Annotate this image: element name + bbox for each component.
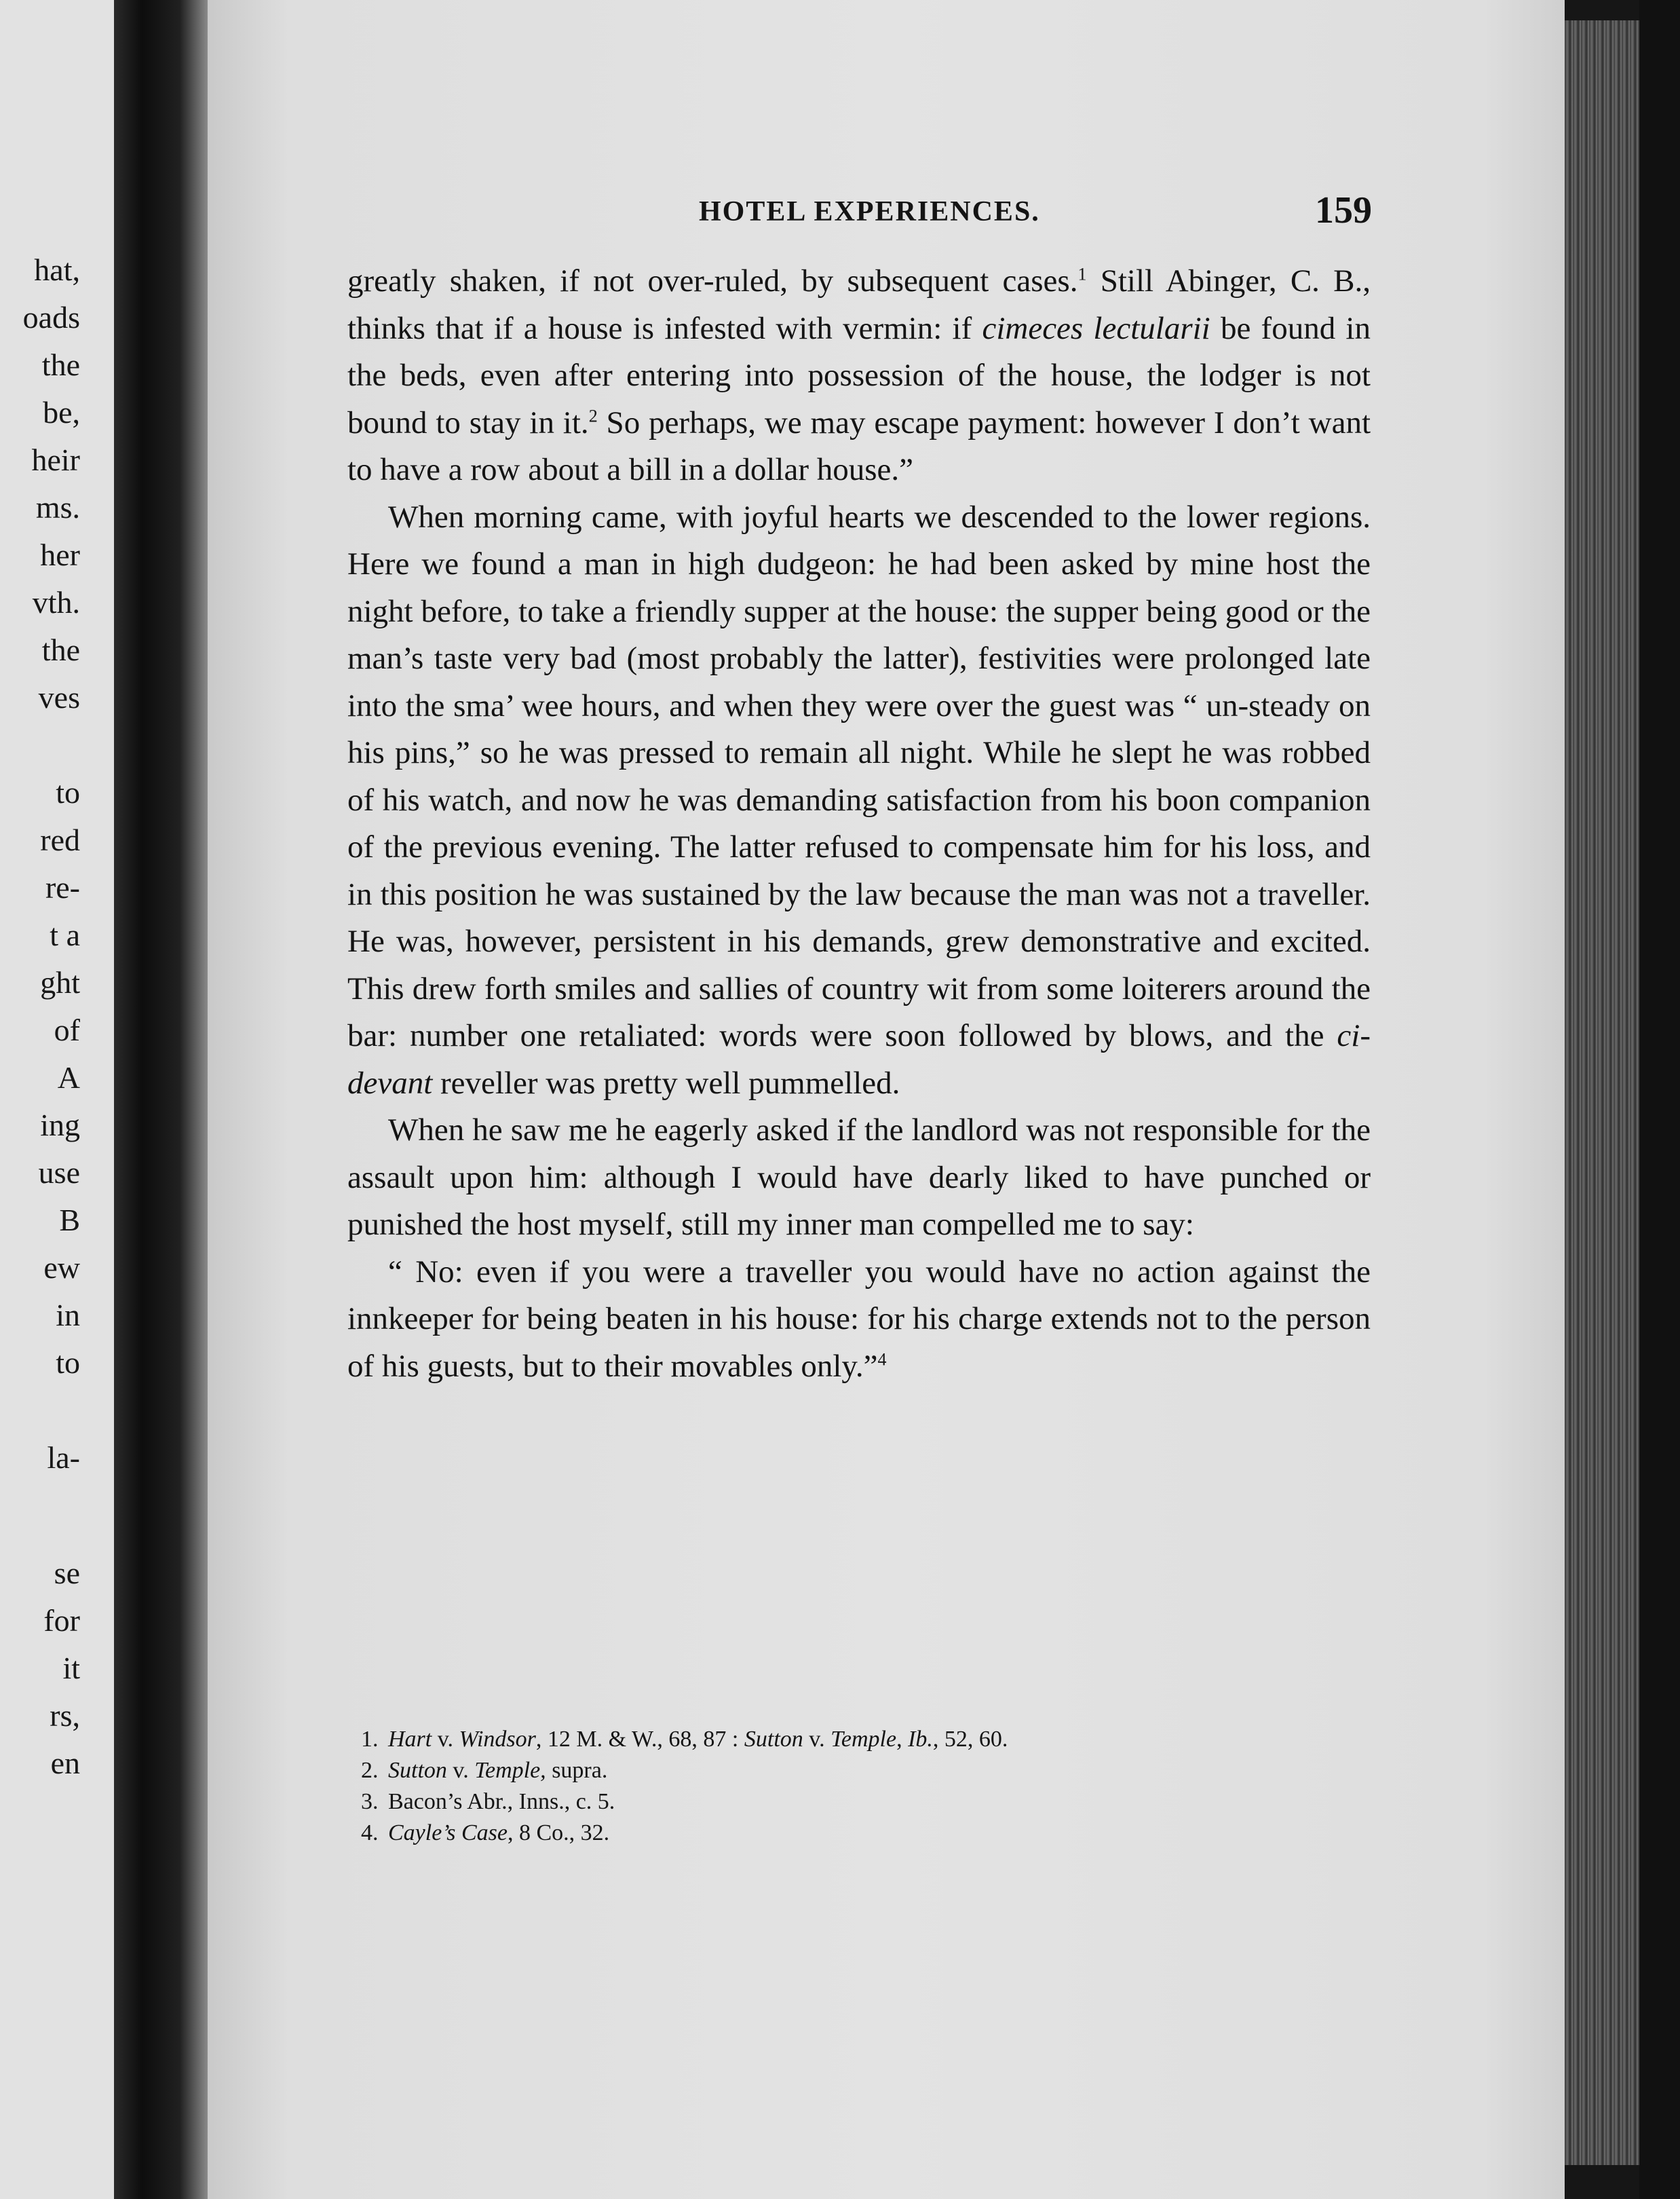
case-name: Windsor — [459, 1727, 536, 1752]
footnote-2 — [361, 1755, 1311, 1786]
text-run: reveller was pretty well pummelled. — [432, 1065, 900, 1101]
footnote-4 — [361, 1818, 1311, 1849]
text-run: Bacon’s Abr., Inns., c. 5. — [388, 1789, 615, 1814]
left-fragment: use — [38, 1155, 80, 1190]
text-run: supra. — [546, 1758, 608, 1783]
text-run: So perhaps, we may escape payment: however I don’t want to have a row about a bill in a dollar house.” — [347, 405, 1371, 487]
left-fragment: B — [59, 1203, 80, 1237]
text-run: , — [896, 1727, 909, 1752]
text-run: greatly shaken, if not over-ruled, by subsequent cases. — [347, 263, 1078, 299]
footnote-number: 3. — [361, 1789, 379, 1814]
footnotes — [361, 1724, 1311, 1849]
case-name: Sutton — [388, 1758, 447, 1783]
text-run: When he saw me he eagerly asked if the landlord was not responsible for the assault upon him: although I would have dearly liked to have punched or punished the host myself, still my inner man compelled me to say: — [347, 1112, 1371, 1242]
case-name: Temple — [831, 1727, 897, 1752]
left-fragment: rs, — [50, 1698, 80, 1733]
case-name: Cayle’s Case — [388, 1820, 508, 1845]
footnote-number: 4. — [361, 1820, 379, 1845]
paragraph-2 — [347, 494, 1371, 1108]
footnote-ref: 1 — [1077, 264, 1087, 284]
left-fragment: her — [40, 538, 80, 572]
case-name: Sutton — [744, 1727, 803, 1752]
left-fragment: A — [57, 1060, 80, 1095]
left-fragment: the — [41, 347, 80, 382]
case-name: Ib. — [908, 1727, 933, 1752]
case-name: Temple, — [474, 1758, 546, 1783]
left-fragment: of — [54, 1013, 80, 1047]
left-fragment: oads — [22, 300, 80, 335]
paragraph-4 — [347, 1249, 1371, 1391]
left-fragment: vth. — [32, 585, 80, 620]
footnote-3 — [361, 1786, 1311, 1818]
page-edges — [1565, 20, 1639, 2165]
text-run: v. — [432, 1727, 459, 1752]
text-run: When morning came, with joyful hearts we descended to the lower regions. Here we found a man in high dudgeon: he had been asked by mine host the night before, to take a friendly supper at the house: the supper being good or the man’s taste very bad (most probably the latter), festivities were prolonged late into the sma’ wee hours, and when they were over the guest was “ un-steady on his pins,” so he was pressed to remain all night. While he slept he was robbed of his watch, and now he was demanding satisfaction from his boon companion of the previous evening. The latter refused to compensate him for his loss, and in this position he was sustained by the law because the man was not a traveller. He was, however, persistent in his demands, grew demonstrative and excited. This drew forth smiles and sallies of country wit from some loiterers around the bar: number one retaliated: words were soon followed by blows, and the — [347, 499, 1371, 1053]
footnote-number: 2. — [361, 1758, 379, 1783]
running-head: HOTEL EXPERIENCES. — [699, 196, 1040, 227]
left-fragment: la- — [47, 1440, 80, 1475]
text-run: , 12 M. & W., 68, 87 : — [535, 1727, 744, 1752]
left-facing-page — [0, 0, 114, 2199]
left-fragment: ves — [38, 680, 80, 715]
text-run: “ No: even if you were a traveller you would have no action against the innkeeper for being beaten in his house: for his charge extends not to the person of his guests, but to their movables only.” — [347, 1254, 1371, 1384]
left-page-text-fragments — [0, 252, 80, 1883]
left-fragment: to — [56, 1345, 80, 1380]
text-run: v. — [803, 1727, 831, 1752]
left-fragment: en — [50, 1746, 80, 1780]
paragraph-1 — [347, 258, 1371, 494]
left-fragment: ing — [40, 1108, 80, 1142]
left-fragment: red — [40, 823, 80, 857]
page-number: 159 — [1315, 189, 1372, 231]
left-fragment: ms. — [35, 490, 80, 525]
left-fragment: to — [56, 775, 80, 810]
book-gutter — [114, 0, 208, 2199]
paragraph-3 — [347, 1107, 1371, 1249]
footnote-ref: 4 — [877, 1349, 887, 1369]
left-fragment: the — [41, 633, 80, 667]
italic-term: cimeces lectularii — [982, 310, 1210, 346]
left-fragment: hat, — [34, 252, 80, 287]
footnote-number: 1. — [361, 1727, 379, 1752]
italic-term: ci-devant — [347, 1018, 1371, 1101]
left-fragment: it — [62, 1651, 80, 1685]
left-fragment: se — [54, 1556, 80, 1590]
left-fragment: heir — [31, 443, 80, 477]
text-run: Still Abinger, C. B., thinks that if a house is infested with vermin: if — [347, 263, 1371, 346]
text-run: be found in the beds, even after entering into possession of the house, the lodger is not bound to stay in it. — [347, 310, 1371, 440]
left-fragment: ght — [40, 965, 80, 1000]
left-fragment: ew — [43, 1250, 80, 1285]
case-name: Hart — [388, 1727, 432, 1752]
left-fragment: re- — [45, 870, 80, 905]
background-edge — [1639, 0, 1680, 2199]
left-fragment: in — [56, 1298, 80, 1332]
footnote-1 — [361, 1724, 1311, 1755]
left-fragment: t a — [50, 918, 80, 952]
text-run: v. — [446, 1758, 475, 1783]
text-run: , 52, 60. — [932, 1727, 1008, 1752]
body-text — [347, 258, 1371, 1390]
footnote-ref: 2 — [588, 405, 598, 426]
left-fragment: be, — [43, 395, 80, 430]
text-run: , 8 Co., 32. — [507, 1820, 610, 1845]
left-fragment: for — [43, 1603, 80, 1638]
